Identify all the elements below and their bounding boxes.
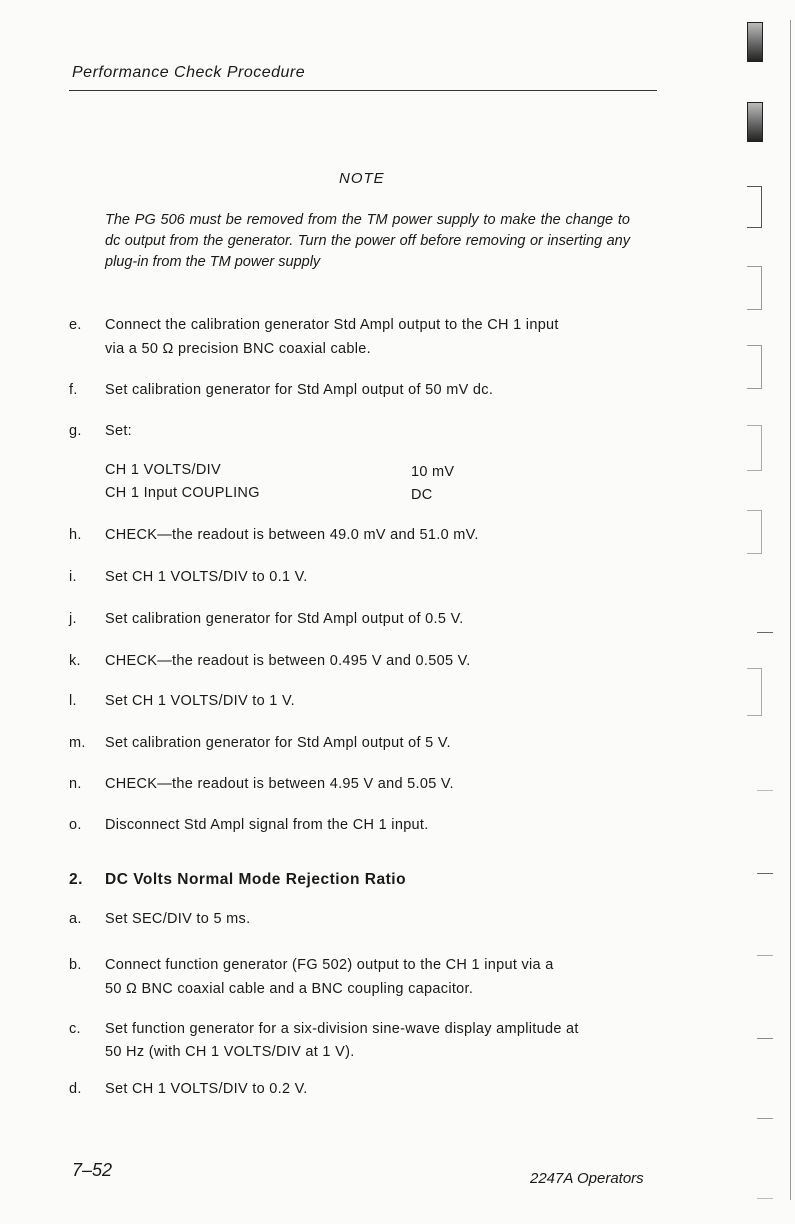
step-text: Set: (105, 423, 132, 439)
step-label: b. (69, 957, 82, 973)
step-label: n. (69, 776, 82, 792)
setting-value: 10 mV (411, 464, 455, 480)
step-label: c. (69, 1021, 81, 1037)
step-text: Set CH 1 VOLTS/DIV to 1 V. (105, 693, 295, 709)
manual-title: 2247A Operators (530, 1170, 644, 1187)
setting-name: CH 1 Input COUPLING (105, 485, 260, 501)
step-text: Set calibration generator for Std Ampl output of 0.5 V. (105, 611, 464, 627)
step-label: e. (69, 317, 82, 333)
step-text: CHECK—the readout is between 4.95 V and 5.05 V. (105, 776, 454, 792)
note-body: The PG 506 must be removed from the TM power supply to make the change to dc output from the generator. Turn the power off before removing or inserting any plug-in from the TM power supply (105, 212, 630, 270)
note-title: NOTE (339, 170, 385, 187)
section-number: 2. (69, 871, 83, 888)
index-dash (757, 790, 773, 791)
step-label: g. (69, 423, 82, 439)
step-text-2: 50 Ω BNC coaxial cable and a BNC coupling capacitor. (105, 981, 474, 997)
setting-name: CH 1 VOLTS/DIV (105, 462, 221, 478)
step-text: Set SEC/DIV to 5 ms. (105, 911, 251, 927)
index-dash (757, 1118, 773, 1119)
index-tab (747, 425, 762, 471)
step-label: o. (69, 817, 82, 833)
index-tab (747, 22, 763, 62)
header-rule (69, 90, 657, 91)
step-text-2: via a 50 Ω precision BNC coaxial cable. (105, 341, 371, 357)
index-tab (747, 102, 763, 142)
step-label: j. (69, 611, 77, 627)
step-text: Disconnect Std Ampl signal from the CH 1 input. (105, 817, 429, 833)
index-tab (747, 266, 762, 310)
step-label: d. (69, 1081, 82, 1097)
index-tab (747, 510, 762, 554)
step-text: Connect the calibration generator Std Ampl output to the CH 1 input (105, 317, 559, 333)
index-tab (747, 345, 762, 389)
step-label: k. (69, 653, 81, 669)
step-text-2: 50 Hz (with CH 1 VOLTS/DIV at 1 V). (105, 1044, 355, 1060)
index-tab (747, 668, 762, 716)
step-text: Connect function generator (FG 502) output to the CH 1 input via a (105, 957, 554, 973)
step-label: i. (69, 569, 77, 585)
edge-line (790, 20, 791, 1200)
step-text: Set function generator for a six-division sine-wave display amplitude at (105, 1021, 579, 1037)
section-title: DC Volts Normal Mode Rejection Ratio (105, 871, 407, 888)
index-dash (757, 1038, 773, 1039)
index-tab (747, 186, 762, 228)
step-label: l. (69, 693, 77, 709)
step-label: m. (69, 735, 86, 751)
step-text: Set CH 1 VOLTS/DIV to 0.1 V. (105, 569, 308, 585)
step-label: a. (69, 911, 82, 927)
index-dash (757, 955, 773, 956)
step-text: Set calibration generator for Std Ampl output of 5 V. (105, 735, 451, 751)
step-text: CHECK—the readout is between 0.495 V and 0.505 V. (105, 653, 471, 669)
index-dash (757, 632, 773, 633)
step-text: CHECK—the readout is between 49.0 mV and 51.0 mV. (105, 527, 479, 543)
setting-value: DC (411, 487, 433, 503)
step-text: Set calibration generator for Std Ampl output of 50 mV dc. (105, 382, 494, 398)
header-title: Performance Check Procedure (72, 64, 306, 81)
index-dash (757, 873, 773, 874)
index-dash (757, 1198, 773, 1199)
step-label: f. (69, 382, 78, 398)
step-label: h. (69, 527, 82, 543)
page-number: 7–52 (72, 1160, 113, 1180)
index-tabs (735, 0, 795, 1224)
step-text: Set CH 1 VOLTS/DIV to 0.2 V. (105, 1081, 308, 1097)
